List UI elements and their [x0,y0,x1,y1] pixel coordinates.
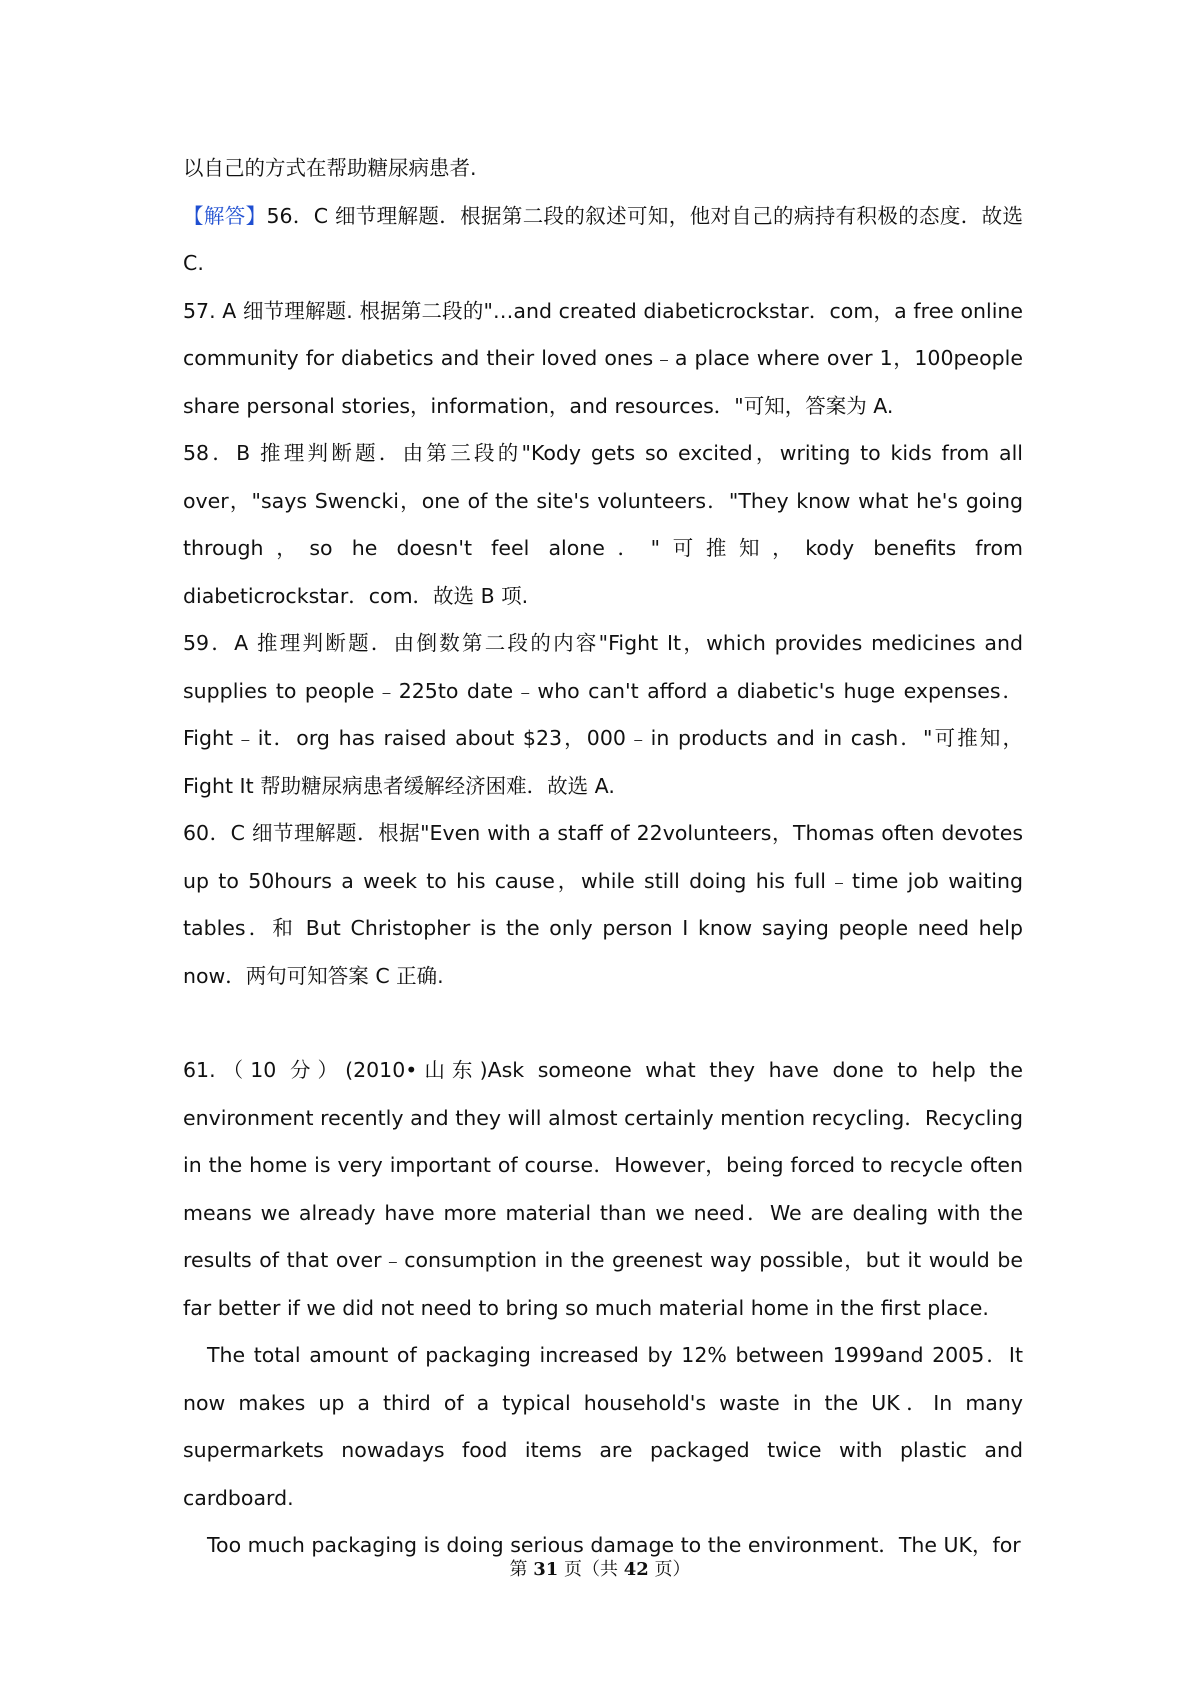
answer-58: 58．B 推理判断题．由第三段的"Kody gets so excited，writing to kids from all over，"says Swencki，one of the site's volunteers．"They know what he's going through，so he doesn't feel alone．"可推知，kody benefits from diabeticrockstar．com．故选 B 项. [183,441,1023,608]
paragraph-gap [183,1000,1023,1047]
answer-56-text: 56．C 细节理解题．根据第二段的叙述可知，他对自己的病持有积极的态度．故选 C. [183,203,1024,275]
footer-total-pages: 42 [623,1559,649,1580]
footer-middle: 页（共 [564,1559,618,1580]
page-content [183,145,1023,1570]
question-61-passage: 61.（10 分）(2010•山东)Ask someone what they have done to help the environment recently and they will almost certainly mention recycling．Recycling in the home is very important of course．However，being forced to recycle often means we already have more material than we need．We are dealing with the results of that over﹣consumption in the greenest way possible，but it would be far better if we did not need to bring so much material home in the first place. [183,1058,1023,1320]
answer-59: 59．A 推理判断题．由倒数第二段的内容"Fight It，which provides medicines and supplies to people﹣225to date﹣who can't afford a diabetic's huge expenses．Fight﹣it．org has raised about $23，000﹣in products and in cash．"可推知，Fight It 帮助糖尿病患者缓解经济困难．故选 A. [183,631,1023,798]
footer-prefix: 第 [509,1559,528,1580]
footer-suffix: 页） [654,1559,691,1580]
paragraph-intro: 以自己的方式在帮助糖尿病患者. [183,156,477,180]
answer-tag: 【解答】 [183,203,267,228]
page-footer [0,1555,1200,1581]
passage-paragraph-3: Too much packaging is doing serious damage to the environment．The UK，for [207,1533,1021,1557]
answer-56 [183,193,1023,288]
answer-60: 60．C 细节理解题．根据"Even with a staff of 22volunteers，Thomas often devotes up to 50hours a week to his cause，while still doing his full﹣time job waiting tables．和 But Christopher is the only person I know saying people need help now．两句可知答案 C 正确. [183,821,1023,988]
passage-paragraph-2: The total amount of packaging increased by 12% between 1999and 2005．It now makes up a third of a typical household's waste in the UK．In many supermarkets nowadays food items are packaged twice with plastic and cardboard. [183,1343,1023,1510]
answer-57: 57. A 细节理解题. 根据第二段的"…and created diabeticrockstar．com，a free online community for diabetics and their loved ones﹣a place where over 1，100people share personal stories，information，and resources．"可知，答案为 A. [183,298,1023,418]
footer-page-number: 31 [533,1559,559,1580]
